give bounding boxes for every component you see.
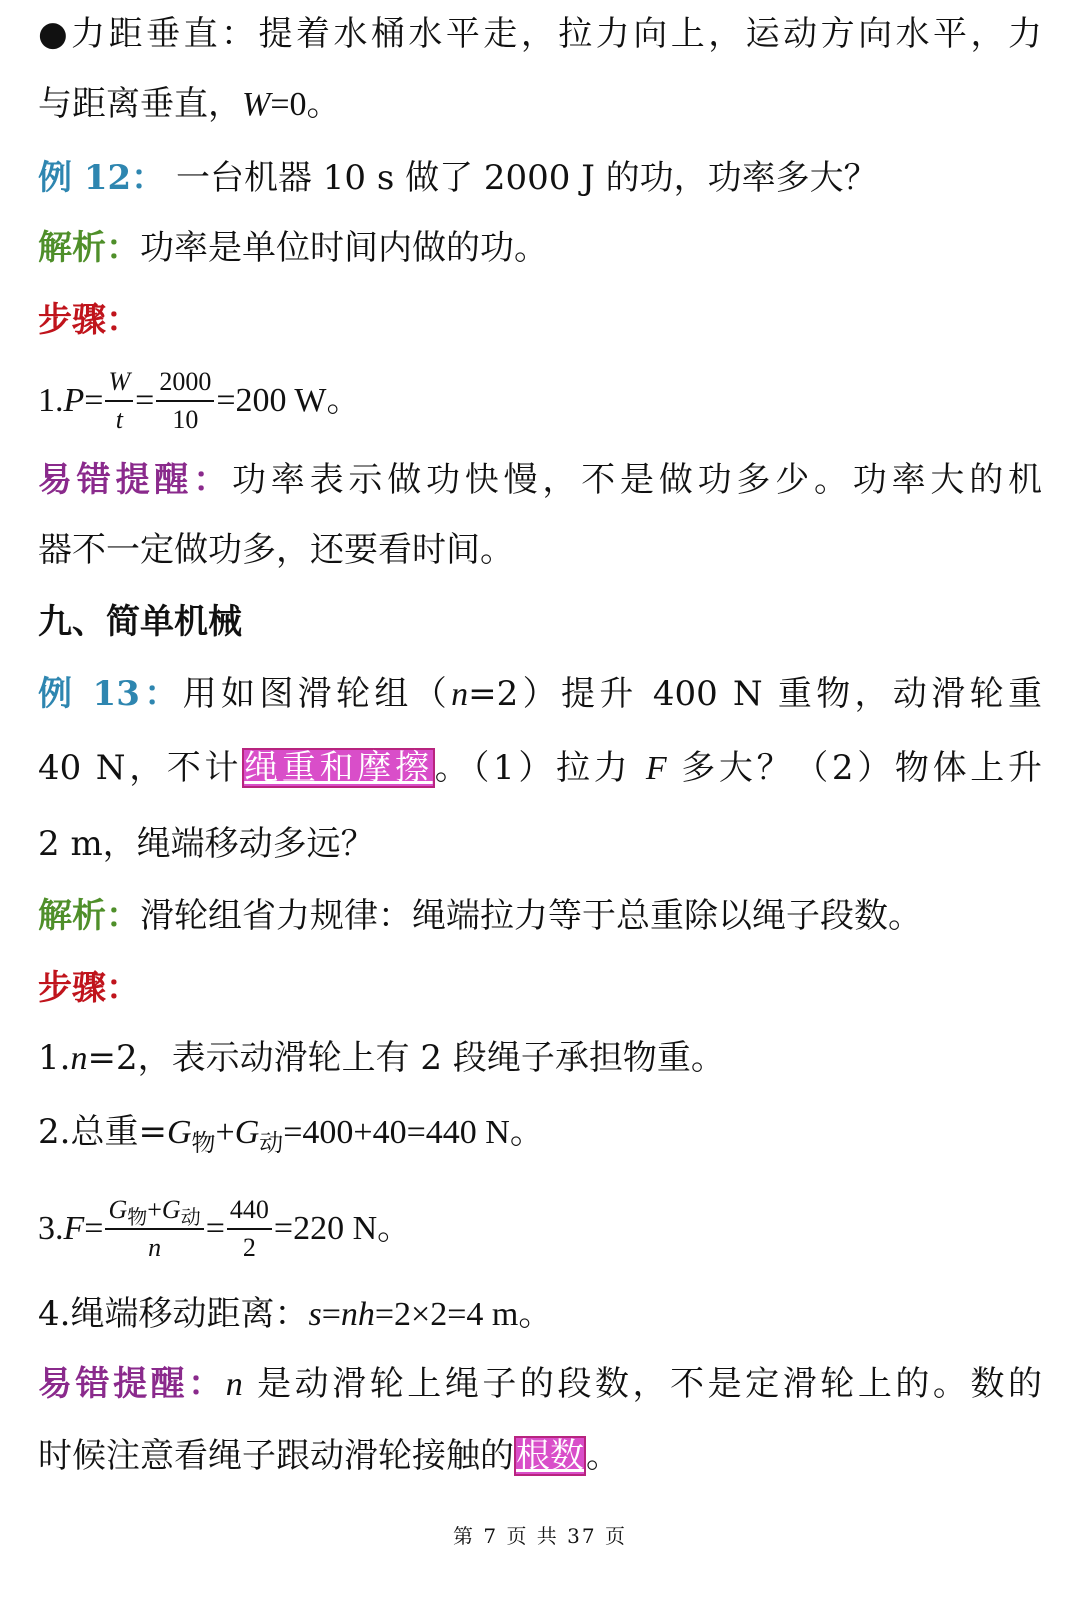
fraction-numerator: 2000 — [156, 367, 214, 402]
analysis-label: 解析： — [38, 228, 140, 268]
example-text: 40 N，不计 — [38, 748, 243, 788]
highlighted-term[interactable]: 根数 — [516, 1436, 584, 1476]
tip-2 — [38, 1362, 1042, 1407]
variable-F: F — [63, 1210, 85, 1247]
tip-1 — [38, 458, 1042, 502]
subscript: 物 — [127, 1207, 148, 1230]
highlighted-term[interactable]: 绳重和摩擦 — [244, 748, 433, 788]
subscript: 动 — [259, 1129, 284, 1157]
step-2 — [38, 1110, 1042, 1155]
step-number: 3. — [38, 1210, 64, 1247]
fraction-numerator: 440 — [227, 1195, 272, 1230]
analysis-2 — [38, 894, 1042, 938]
plus-sign: + — [147, 1195, 162, 1225]
tip-1-cont — [38, 528, 1042, 572]
tip-text: 功率表示做功快慢，不是做功多少。功率大的机 — [232, 460, 1042, 500]
bullet-text: ●力距垂直：提着水桶水平走，拉力向上，运动方向水平，力 — [38, 14, 1042, 54]
example-text: 。（1）拉力 — [434, 748, 646, 788]
step-text: 2.总重= — [38, 1112, 167, 1152]
example-text: 用如图滑轮组（ — [182, 674, 452, 714]
subscript: 物 — [191, 1129, 216, 1157]
equals-sign: = — [205, 1210, 225, 1247]
example-13-cont2 — [38, 822, 1042, 866]
example-text: 一台机器 10 s 做了 2000 J 的功，功率多大？ — [175, 158, 878, 198]
steps-1 — [38, 298, 1042, 342]
bullet-line-cont — [38, 82, 1042, 127]
tip-text: 是动滑轮上绳子的段数，不是定滑轮上的。数的 — [242, 1364, 1042, 1404]
analysis-text: 滑轮组省力规律：绳端拉力等于总重除以绳子段数。 — [140, 896, 922, 936]
step-text: 4.绳端移动距离： — [38, 1294, 309, 1334]
example-text: 2 m，绳端移动多远？ — [38, 824, 375, 864]
tip-text: 。 — [586, 1436, 620, 1476]
step-1 — [38, 1036, 1042, 1081]
fraction-denominator: 2 — [242, 1233, 256, 1263]
equals-sign: = — [84, 1210, 104, 1247]
example-label: 例 12： — [38, 158, 166, 198]
fraction-denominator: t — [115, 405, 123, 435]
steps-label: 步骤： — [38, 300, 140, 340]
tip-text: 器不一定做功多，还要看时间。 — [38, 530, 514, 570]
bullet-line — [38, 12, 1042, 56]
example-12 — [38, 156, 1042, 200]
analysis-1 — [38, 226, 1042, 270]
step-text: =2×2=4 m。 — [374, 1296, 553, 1333]
steps-2 — [38, 966, 1042, 1010]
variable-G: G — [234, 1114, 260, 1151]
example-text: =2）提升 400 N 重物，动滑轮重 — [468, 674, 1042, 714]
fraction-numerator: W — [105, 367, 133, 402]
variable-s: s — [308, 1296, 322, 1333]
equals-sign: = — [135, 382, 155, 419]
fraction-w-over-t — [105, 367, 133, 435]
step-3-formula — [38, 1192, 1042, 1272]
variable-F: F — [645, 750, 667, 787]
variable-G: G — [166, 1114, 192, 1151]
step-number: 1. — [38, 382, 64, 419]
variable-W: W — [242, 86, 271, 123]
section-heading — [38, 600, 1042, 644]
section-title: 九、简单机械 — [38, 602, 242, 642]
step-formula-power — [38, 368, 1042, 438]
variable-G: G — [161, 1195, 181, 1225]
tip-label: 易错提醒： — [38, 1364, 226, 1404]
step-text: =2，表示动滑轮上有 2 段绳子承担物重。 — [87, 1038, 725, 1078]
text-run: =0。 — [270, 86, 341, 123]
step-number: 1. — [38, 1038, 71, 1078]
fraction-440-over-2 — [227, 1195, 272, 1263]
tip-text: 时候注意看绳子跟动滑轮接触的 — [38, 1436, 514, 1476]
variable-nh: nh — [340, 1296, 375, 1333]
variable-n: n — [451, 676, 469, 713]
text-run: 与距离垂直， — [38, 84, 242, 124]
tip-label: 易错提醒： — [38, 460, 232, 500]
variable-n: n — [70, 1040, 88, 1077]
fraction-2000-over-10 — [156, 367, 214, 435]
step-text: =400+40=440 N。 — [283, 1114, 544, 1151]
step-4 — [38, 1292, 1042, 1337]
example-13-cont — [38, 746, 1042, 791]
fraction-denominator: n — [148, 1233, 162, 1263]
formula-result: =200 W。 — [216, 382, 361, 419]
equals-sign: = — [84, 382, 104, 419]
page-footer: 第 7 页 共 37 页 — [453, 1524, 627, 1548]
analysis-label: 解析： — [38, 896, 140, 936]
variable-G: G — [108, 1195, 128, 1225]
subscript: 动 — [180, 1207, 201, 1230]
steps-label: 步骤： — [38, 968, 140, 1008]
plus-sign: + — [215, 1114, 235, 1151]
equals-sign: = — [321, 1296, 341, 1333]
variable-n: n — [225, 1366, 243, 1403]
analysis-text: 功率是单位时间内做的功。 — [140, 228, 548, 268]
example-13 — [38, 672, 1042, 717]
fraction-total-over-n — [105, 1195, 203, 1263]
variable-P: P — [63, 382, 85, 419]
fraction-denominator: 10 — [172, 405, 199, 435]
tip-2-cont — [38, 1434, 1042, 1478]
example-label: 例 13： — [38, 674, 183, 714]
example-text: 多大？（2）物体上升 — [666, 748, 1042, 788]
formula-result: =220 N。 — [273, 1210, 412, 1247]
fraction-numerator — [105, 1195, 203, 1230]
